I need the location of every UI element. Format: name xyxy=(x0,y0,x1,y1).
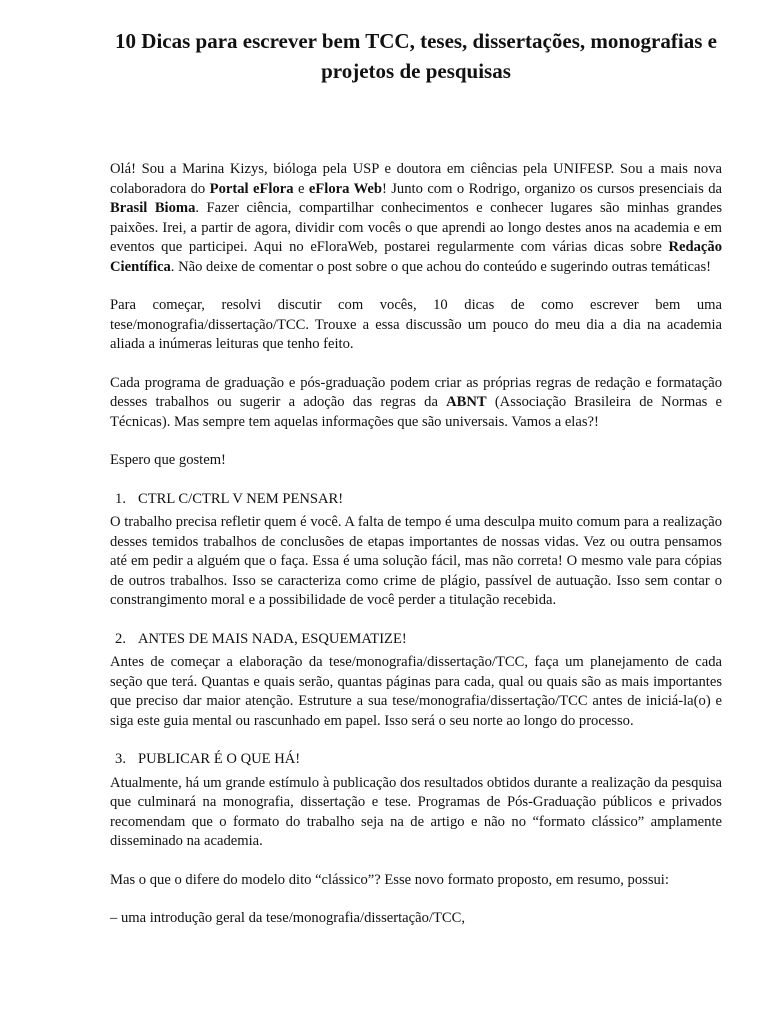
section-heading xyxy=(110,750,722,770)
section-1 xyxy=(110,490,722,611)
section-number: 2. xyxy=(115,630,126,647)
intro-paragraph xyxy=(110,160,722,277)
intro-bold-eflora-web: eFlora Web xyxy=(308,180,382,197)
para3-text-2: (Associação Brasileira de Normas e Técnicas). Mas sempre tem aquelas informações que são universais. Vamos a elas?! xyxy=(110,394,722,430)
section-number: 3. xyxy=(115,751,126,767)
intro-text-4: . Fazer ciência, compartilhar conhecimentos e conhecer lugares são minhas grandes paixões. Irei, a partir de agora, dividir com vocês o que aprendi ao longo destes anos na academia e em eventos que participei. Aqui no eFloraWeb, postarei regularmente com várias dicas sobre xyxy=(110,200,723,255)
paragraph-para6: – uma introdução geral da tese/monografia/dissertação/TCC, xyxy=(110,910,465,926)
section-heading xyxy=(110,630,722,650)
paragraph-para5: Mas o que o difere do modelo dito “clássico”? Esse novo formato proposto, em resumo, possui: xyxy=(110,871,669,888)
section-3 xyxy=(110,750,722,852)
section-body: O trabalho precisa refletir quem é você. A falta de tempo é uma desculpa muito comum para a realização desses temidos trabalhos de conclusões de etapas importantes de nossas vidas. Vez ou outra pensamos até em pedir a alguém que o faça. Essa é uma solução fácil, mas não correta! O mesmo vale para cópias de outros trabalhos. Isso se caracteriza como crime de plágio, passível de autuação. Isso sem contar o constrangimento moral e a possibilidade de você perder a titulação recebida. xyxy=(110,514,722,608)
intro-text-2: e xyxy=(293,180,309,197)
intro-bold-brasil-bioma: Brasil Bioma xyxy=(110,200,196,216)
para3-bold-abnt: ABNT xyxy=(446,394,487,410)
section-number: 1. xyxy=(115,490,126,507)
section-body: Antes de começar a elaboração da tese/monografia/dissertação/TCC, faça um planejamento de cada seção que terá. Quantas e quais serão, quantas páginas para cada, qual ou quais são as mais importantes que preciso dar maior atenção. Estruture a sua tese/monografia/dissertação/TCC antes de iniciá-la(o) e siga este guia mental ou rascunhado em papel. Isso será o seu norte ao longo do processo. xyxy=(110,654,722,729)
intro-text-3: ! Junto com o Rodrigo, organizo os cursos presenciais da xyxy=(381,180,722,197)
section-body: Atualmente, há um grande estímulo à publicação dos resultados obtidos durante a realização da pesquisa que culminará na monografia, dissertação e tese. Programas de Pós-Graduação públicos e privados recomendam que o formato do trabalho seja na de artigo e não no “formato clássico” amplamente disseminado na academia. xyxy=(110,774,722,849)
section-heading-text: ANTES DE MAIS NADA, ESQUEMATIZE! xyxy=(138,630,407,647)
document-title: 10 Dicas para escrever bem TCC, teses, dissertações, monografias e projetos de pesquisas xyxy=(115,29,717,83)
section-2 xyxy=(110,630,722,732)
paragraph-para4: Espero que gostem! xyxy=(110,452,226,468)
document-page xyxy=(110,0,722,929)
para3-text-1: Cada programa de graduação e pós-graduação podem criar as próprias regras de redação e formatação desses trabalhos ou sugerir a adoção das regras da xyxy=(110,374,722,410)
section-heading-text: PUBLICAR É O QUE HÁ! xyxy=(138,751,301,767)
intro-bold-portal-eflora: Portal eFlora xyxy=(209,180,294,197)
paragraph-para3 xyxy=(110,374,722,433)
section-heading-text: CTRL C/CTRL V NEM PENSAR! xyxy=(138,490,344,507)
intro-text-1: Olá! Sou a Marina Kizys, bióloga pela USP e doutora em ciências pela UNIFESP. Sou a mais nova colaboradora do xyxy=(110,161,722,197)
paragraph-para2: Para começar, resolvi discutir com vocês, 10 dicas de como escrever bem uma tese/monografia/dissertação/TCC. Trouxe a essa discussão um pouco do meu dia a dia na academia aliada a inúmeras leituras que tenho feito. xyxy=(110,297,722,352)
intro-text-5: . Não deixe de comentar o post sobre o que achou do conteúdo e sugerindo outras temáticas! xyxy=(170,258,712,275)
section-heading xyxy=(110,490,722,510)
intro-bold-redacao-cientifica: Redação Científica xyxy=(110,239,722,275)
